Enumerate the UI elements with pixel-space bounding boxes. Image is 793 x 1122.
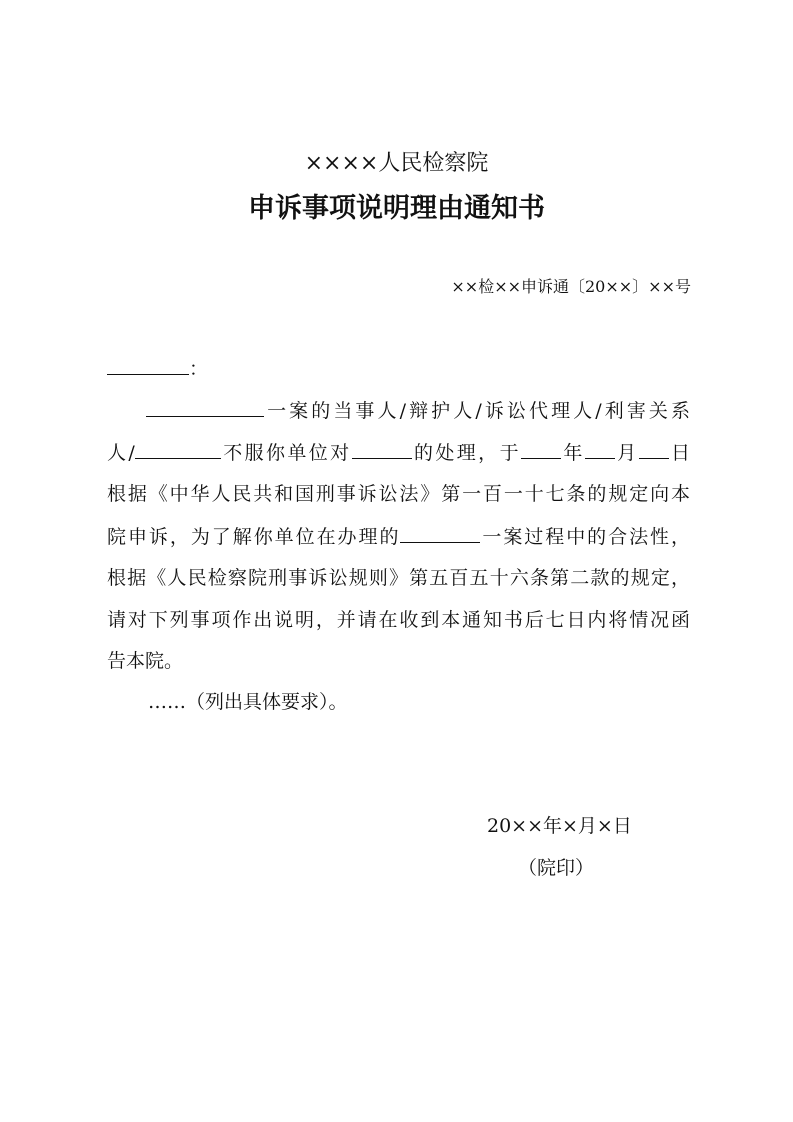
- body-line-2: [107, 440, 690, 465]
- body-text: 月: [614, 442, 639, 464]
- handling-case-blank[interactable]: [400, 524, 480, 543]
- applicant-blank[interactable]: [135, 440, 221, 459]
- body-text: 不服你单位对: [220, 442, 352, 464]
- decision-blank[interactable]: [352, 440, 412, 459]
- addressee-colon: ：: [189, 358, 209, 380]
- body-text: 的处理，于: [411, 442, 521, 464]
- day-blank[interactable]: [639, 440, 669, 459]
- seal-label: （院印）: [518, 857, 595, 879]
- year-blank[interactable]: [521, 440, 561, 459]
- body-line-4: [107, 524, 690, 549]
- document-title: 申诉事项说明理由通知书: [248, 193, 545, 224]
- addressee-blank[interactable]: [107, 356, 189, 375]
- addressee-line: [107, 356, 690, 381]
- requirements-line: ……（列出具体要求）。: [148, 691, 348, 713]
- issue-date: 20××年×月×日: [487, 815, 632, 837]
- reference-number: ××检××申诉通〔20××〕××号: [451, 277, 691, 296]
- body-text: 日: [668, 442, 690, 464]
- body-text: 院申诉，为了解你单位在办理的: [107, 526, 401, 548]
- body-text: 一案过程中的合法性，: [480, 526, 690, 548]
- procuratorate-name: ××××人民检察院: [304, 151, 489, 176]
- body-text: 年: [560, 442, 585, 464]
- body-line-1: [146, 398, 690, 423]
- body-text: 一案的当事人/辩护人/诉讼代理人/利害关系: [264, 400, 690, 422]
- body-line-7: 告本院。: [107, 650, 184, 672]
- case-name-blank[interactable]: [146, 398, 264, 417]
- month-blank[interactable]: [585, 440, 615, 459]
- body-text: 人/: [107, 442, 135, 464]
- body-line-6: 请对下列事项作出说明，并请在收到本通知书后七日内将情况函: [107, 609, 690, 631]
- body-line-5: 根据《人民检察院刑事诉讼规则》第五百五十六条第二款的规定，: [107, 567, 690, 589]
- body-line-3: 根据《中华人民共和国刑事诉讼法》第一百一十七条的规定向本: [107, 483, 690, 505]
